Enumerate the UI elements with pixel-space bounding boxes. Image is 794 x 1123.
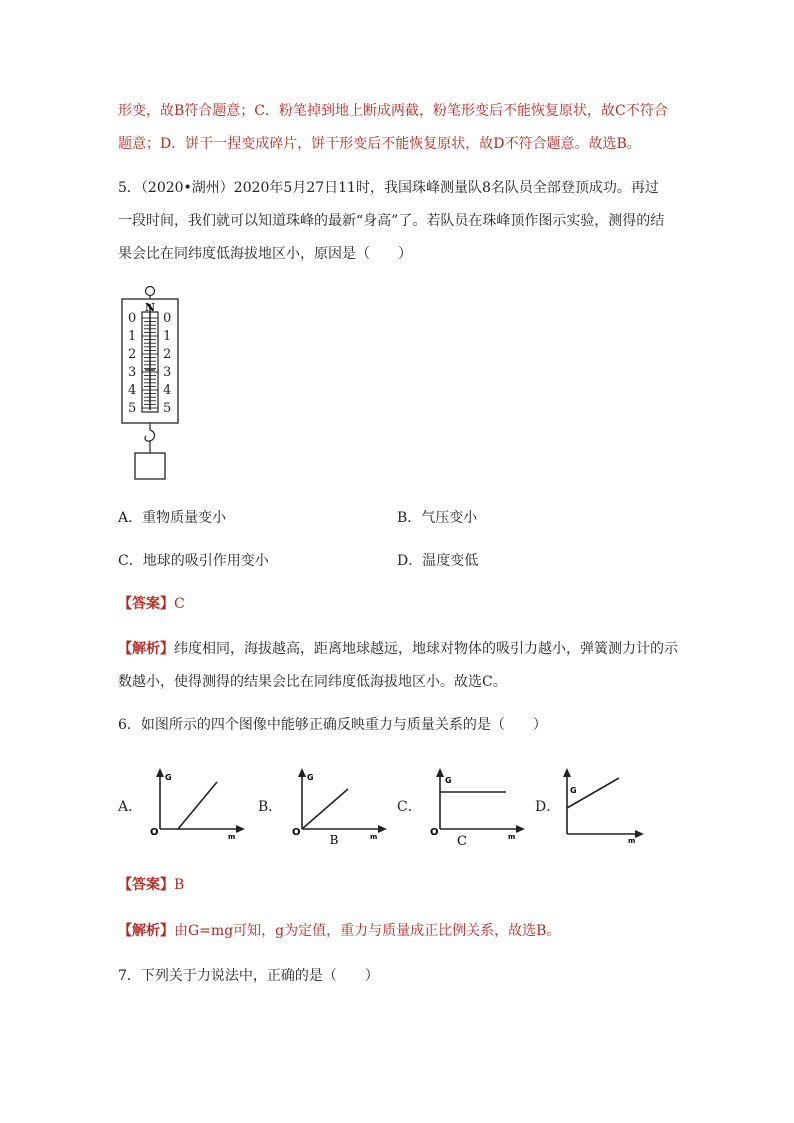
q5-option-a[interactable]: A．重物质量变小 (118, 510, 227, 526)
q6-graph-d (555, 765, 655, 850)
q6-graph-a-origin: O (150, 827, 159, 838)
q5-stem (118, 172, 678, 271)
scale-right-1: 1 (163, 329, 172, 344)
q6-analysis-text: 由G=mg可知，g为定值，重力与质量成正比例关系，故选B。 (174, 923, 561, 939)
q6-graph-b-caption: B (329, 833, 339, 847)
q6-answer-value: B (174, 877, 185, 893)
scale-left-5: 5 (128, 401, 137, 416)
q6-graph-a-y-label: G (165, 773, 172, 782)
scale-right-2: 2 (163, 347, 172, 362)
q5-analysis (118, 633, 678, 699)
q6-option-c-label[interactable]: C． (397, 799, 422, 815)
q5-answer-tag: 【答案】 (118, 596, 174, 612)
q6-analysis (118, 915, 678, 948)
q4-explanation-tail (118, 95, 678, 161)
scale-right-4: 4 (163, 383, 172, 398)
scale-left-0: 0 (128, 311, 137, 326)
scale-left-1: 1 (128, 329, 137, 344)
q6-graph-c-caption: C (457, 834, 467, 849)
q6-graph-b-origin: O (292, 827, 301, 838)
q5-option-c[interactable]: C．地球的吸引作用变小 (118, 553, 269, 569)
scale-right-0: 0 (163, 311, 172, 326)
q5-line-2: 一段时间，我们就可以知道珠峰的最新“身高”了。若队员在珠峰顶作图示实验，测得的结 (118, 213, 665, 229)
scale-unit-label: N (144, 301, 156, 314)
q5-analysis-tag: 【解析】 (118, 641, 174, 657)
q6-graph-d-y-label: G (570, 786, 577, 795)
q5-line-1: 5．（2020•湖州）2020年5月27日11时，我国珠峰测量队8名队员全部登顶成功。再过 (118, 180, 659, 196)
q6-graph-c-y-label: G (445, 776, 452, 785)
q5-analysis-line-1: 纬度相同，海拔越高，距离地球越远，地球对物体的吸引力越小，弹簧测力计的示 (174, 641, 678, 657)
q6-graph-b-y-label: G (307, 773, 314, 782)
q6-option-d-label[interactable]: D． (535, 799, 561, 815)
q5-line-3: 果会比在同纬度低海拔地区小，原因是（ ） (118, 246, 412, 262)
q5-option-d[interactable]: D．温度变低 (397, 553, 479, 569)
q5-option-b[interactable]: B．气压变小 (397, 510, 478, 526)
q6-graph-c (428, 765, 528, 850)
scale-right-5: 5 (163, 401, 172, 416)
scale-left-4: 4 (128, 383, 137, 398)
q5-answer (118, 588, 678, 621)
q6-graph-a (148, 765, 248, 850)
q6-graph-b-x-label: m (370, 833, 378, 841)
q5-analysis-line-2: 数越小，使得测得的结果会比在同纬度低海拔地区小。故选C。 (118, 674, 507, 690)
q7-stem: 7．下列关于力说法中，正确的是（ ） (118, 968, 379, 984)
q6-option-b-label[interactable]: B． (258, 799, 283, 815)
q4-line-2: 题意；D．饼干一捏变成碎片，饼干形变后不能恢复原状，故D不符合题意。故选B。 (118, 136, 641, 152)
q6-analysis-tag: 【解析】 (118, 923, 174, 939)
q6-stem: 6．如图所示的四个图像中能够正确反映重力与质量关系的是（ ） (118, 717, 547, 733)
scale-left-2: 2 (128, 347, 137, 362)
q6-option-a-label[interactable]: A． (118, 799, 143, 815)
q6-graph-c-x-label: m (508, 833, 516, 841)
q5-answer-value: C (174, 596, 185, 612)
q6-graph-a-x-label: m (228, 833, 236, 841)
scale-right-3: 3 (163, 365, 172, 380)
q6-answer (118, 869, 678, 902)
q6-graph-b (290, 765, 390, 850)
spring-scale-figure (118, 282, 198, 482)
q6-graph-c-origin: O (430, 827, 439, 838)
q6-graph-d-x-label: m (628, 837, 636, 845)
q4-line-1: 形变，故B符合题意；C．粉笔掉到地上断成两截，粉笔形变后不能恢复原状，故C不符合 (118, 103, 668, 119)
scale-left-3: 3 (128, 365, 137, 380)
q6-answer-tag: 【答案】 (118, 877, 174, 893)
